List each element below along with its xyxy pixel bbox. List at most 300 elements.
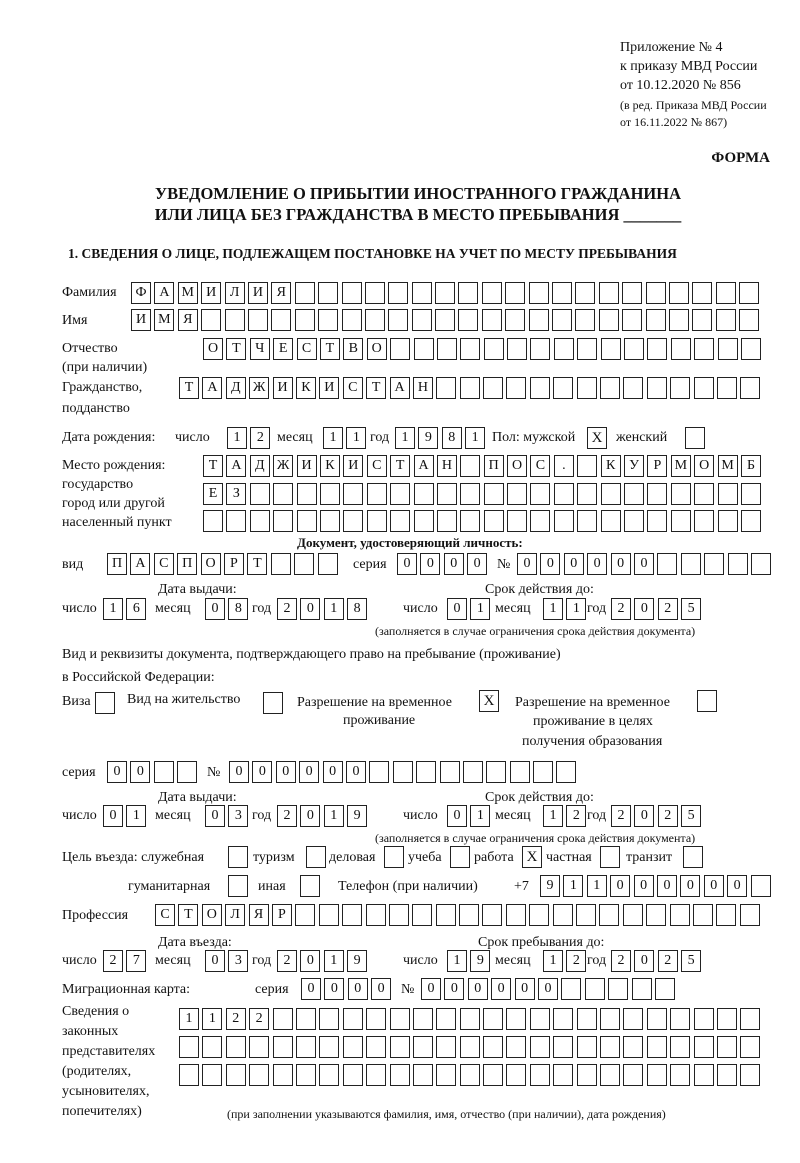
- char-box[interactable]: 1: [543, 598, 563, 620]
- char-box[interactable]: 8: [228, 598, 248, 620]
- char-box[interactable]: [577, 510, 597, 532]
- char-box[interactable]: 6: [126, 598, 146, 620]
- char-box[interactable]: [670, 1036, 690, 1058]
- char-box[interactable]: 1: [465, 427, 485, 449]
- date-field[interactable]: [277, 598, 371, 620]
- char-box[interactable]: [553, 1008, 573, 1030]
- char-box[interactable]: [716, 309, 736, 331]
- char-box[interactable]: 0: [397, 553, 417, 575]
- char-box[interactable]: С: [155, 904, 175, 926]
- char-box[interactable]: [318, 282, 338, 304]
- char-box[interactable]: [601, 510, 621, 532]
- char-box[interactable]: [416, 761, 436, 783]
- char-box[interactable]: [390, 1008, 410, 1030]
- char-box[interactable]: [271, 309, 291, 331]
- char-box[interactable]: [577, 1064, 597, 1086]
- char-box[interactable]: [484, 483, 504, 505]
- char-box[interactable]: [177, 761, 197, 783]
- birth-month-field[interactable]: [323, 427, 370, 449]
- birth-day-field[interactable]: [227, 427, 274, 449]
- char-box[interactable]: Е: [203, 483, 223, 505]
- char-box[interactable]: 1: [470, 805, 490, 827]
- char-box[interactable]: 0: [444, 553, 464, 575]
- date-field[interactable]: [205, 805, 252, 827]
- char-box[interactable]: И: [297, 455, 317, 477]
- char-box[interactable]: [296, 1008, 316, 1030]
- purpose-private-checkbox[interactable]: [600, 846, 620, 868]
- char-box[interactable]: [692, 309, 712, 331]
- char-box[interactable]: Т: [178, 904, 198, 926]
- char-box[interactable]: Я: [178, 309, 198, 331]
- char-box[interactable]: [390, 338, 410, 360]
- char-box[interactable]: Т: [390, 455, 410, 477]
- purpose-work-checkbox[interactable]: X: [522, 846, 542, 868]
- char-box[interactable]: [646, 282, 666, 304]
- char-box[interactable]: А: [154, 282, 174, 304]
- char-box[interactable]: [366, 1008, 386, 1030]
- char-box[interactable]: 0: [299, 761, 319, 783]
- char-box[interactable]: [577, 338, 597, 360]
- char-box[interactable]: [294, 553, 314, 575]
- char-box[interactable]: [670, 1008, 690, 1030]
- citizenship-field[interactable]: [179, 377, 764, 399]
- char-box[interactable]: [365, 282, 385, 304]
- char-box[interactable]: [413, 1008, 433, 1030]
- char-box[interactable]: [507, 483, 527, 505]
- char-box[interactable]: [530, 1064, 550, 1086]
- char-box[interactable]: [486, 761, 506, 783]
- char-box[interactable]: [295, 309, 315, 331]
- char-box[interactable]: [728, 553, 748, 575]
- char-box[interactable]: 1: [346, 427, 366, 449]
- representatives-field-3[interactable]: [179, 1064, 764, 1086]
- char-box[interactable]: [226, 1036, 246, 1058]
- char-box[interactable]: 0: [564, 553, 584, 575]
- char-box[interactable]: 9: [470, 950, 490, 972]
- char-box[interactable]: [436, 904, 456, 926]
- char-box[interactable]: [295, 904, 315, 926]
- char-box[interactable]: 0: [704, 875, 724, 897]
- char-box[interactable]: 0: [634, 950, 654, 972]
- char-box[interactable]: У: [624, 455, 644, 477]
- char-box[interactable]: О: [507, 455, 527, 477]
- char-box[interactable]: П: [177, 553, 197, 575]
- char-box[interactable]: 0: [300, 805, 320, 827]
- char-box[interactable]: [318, 309, 338, 331]
- char-box[interactable]: З: [226, 483, 246, 505]
- char-box[interactable]: [692, 282, 712, 304]
- char-box[interactable]: И: [273, 377, 293, 399]
- char-box[interactable]: [575, 282, 595, 304]
- char-box[interactable]: [414, 483, 434, 505]
- char-box[interactable]: [318, 553, 338, 575]
- char-box[interactable]: [622, 282, 642, 304]
- char-box[interactable]: [390, 1036, 410, 1058]
- char-box[interactable]: 0: [420, 553, 440, 575]
- char-box[interactable]: [553, 1036, 573, 1058]
- char-box[interactable]: [554, 338, 574, 360]
- char-box[interactable]: 0: [301, 978, 321, 1000]
- char-box[interactable]: Т: [366, 377, 386, 399]
- char-box[interactable]: [599, 309, 619, 331]
- char-box[interactable]: [575, 309, 595, 331]
- char-box[interactable]: 1: [324, 598, 344, 620]
- char-box[interactable]: [624, 510, 644, 532]
- char-box[interactable]: [694, 377, 714, 399]
- patronymic-field[interactable]: [203, 338, 764, 360]
- char-box[interactable]: [505, 309, 525, 331]
- char-box[interactable]: [529, 904, 549, 926]
- char-box[interactable]: [670, 1064, 690, 1086]
- date-field[interactable]: [611, 598, 705, 620]
- char-box[interactable]: [201, 309, 221, 331]
- char-box[interactable]: С: [297, 338, 317, 360]
- char-box[interactable]: [460, 483, 480, 505]
- char-box[interactable]: [366, 904, 386, 926]
- char-box[interactable]: И: [248, 282, 268, 304]
- char-box[interactable]: [739, 309, 759, 331]
- char-box[interactable]: [484, 338, 504, 360]
- char-box[interactable]: [718, 510, 738, 532]
- char-box[interactable]: 1: [543, 950, 563, 972]
- char-box[interactable]: [739, 282, 759, 304]
- female-checkbox[interactable]: [685, 427, 705, 449]
- char-box[interactable]: Я: [271, 282, 291, 304]
- purpose-study-checkbox[interactable]: [450, 846, 470, 868]
- birthplace-field-2[interactable]: [203, 483, 764, 505]
- char-box[interactable]: [561, 978, 581, 1000]
- char-box[interactable]: 0: [610, 875, 630, 897]
- purpose-other-checkbox[interactable]: [300, 875, 320, 897]
- id-kind-field[interactable]: [107, 553, 341, 575]
- char-box[interactable]: М: [178, 282, 198, 304]
- char-box[interactable]: 2: [611, 598, 631, 620]
- char-box[interactable]: [319, 1036, 339, 1058]
- id-series-field[interactable]: [397, 553, 491, 575]
- char-box[interactable]: [342, 282, 362, 304]
- char-box[interactable]: 1: [566, 598, 586, 620]
- char-box[interactable]: [556, 761, 576, 783]
- char-box[interactable]: [655, 978, 675, 1000]
- migration-number-field[interactable]: [421, 978, 678, 1000]
- char-box[interactable]: [484, 510, 504, 532]
- char-box[interactable]: О: [694, 455, 714, 477]
- char-box[interactable]: [179, 1036, 199, 1058]
- char-box[interactable]: [623, 1008, 643, 1030]
- char-box[interactable]: [413, 1036, 433, 1058]
- char-box[interactable]: [751, 553, 771, 575]
- char-box[interactable]: [600, 377, 620, 399]
- char-box[interactable]: [608, 978, 628, 1000]
- char-box[interactable]: 0: [300, 598, 320, 620]
- char-box[interactable]: [319, 904, 339, 926]
- char-box[interactable]: [506, 1036, 526, 1058]
- purpose-tourism-checkbox[interactable]: [306, 846, 326, 868]
- char-box[interactable]: 0: [323, 761, 343, 783]
- char-box[interactable]: [154, 761, 174, 783]
- char-box[interactable]: [670, 377, 690, 399]
- char-box[interactable]: К: [601, 455, 621, 477]
- char-box[interactable]: 1: [323, 427, 343, 449]
- char-box[interactable]: [576, 904, 596, 926]
- purpose-humanitarian-checkbox[interactable]: [228, 875, 248, 897]
- char-box[interactable]: [740, 1064, 760, 1086]
- char-box[interactable]: П: [107, 553, 127, 575]
- char-box[interactable]: [507, 338, 527, 360]
- date-field[interactable]: [103, 805, 150, 827]
- char-box[interactable]: [506, 1008, 526, 1030]
- char-box[interactable]: Л: [225, 904, 245, 926]
- char-box[interactable]: [647, 483, 667, 505]
- char-box[interactable]: С: [154, 553, 174, 575]
- char-box[interactable]: 9: [540, 875, 560, 897]
- char-box[interactable]: [507, 510, 527, 532]
- char-box[interactable]: Р: [647, 455, 667, 477]
- char-box[interactable]: [343, 1036, 363, 1058]
- char-box[interactable]: Т: [320, 338, 340, 360]
- name-field[interactable]: [131, 309, 763, 331]
- char-box[interactable]: О: [202, 904, 222, 926]
- char-box[interactable]: [741, 510, 761, 532]
- char-box[interactable]: [273, 510, 293, 532]
- char-box[interactable]: 2: [250, 427, 270, 449]
- char-box[interactable]: [367, 510, 387, 532]
- char-box[interactable]: Д: [250, 455, 270, 477]
- purpose-business-checkbox[interactable]: [384, 846, 404, 868]
- char-box[interactable]: [365, 309, 385, 331]
- char-box[interactable]: Е: [273, 338, 293, 360]
- char-box[interactable]: [437, 338, 457, 360]
- char-box[interactable]: [412, 282, 432, 304]
- char-box[interactable]: 0: [130, 761, 150, 783]
- char-box[interactable]: Ж: [249, 377, 269, 399]
- char-box[interactable]: 2: [611, 805, 631, 827]
- char-box[interactable]: 0: [634, 598, 654, 620]
- char-box[interactable]: [601, 483, 621, 505]
- char-box[interactable]: [694, 1008, 714, 1030]
- char-box[interactable]: 2: [566, 805, 586, 827]
- char-box[interactable]: 0: [538, 978, 558, 1000]
- char-box[interactable]: [669, 282, 689, 304]
- char-box[interactable]: Ч: [250, 338, 270, 360]
- char-box[interactable]: 2: [277, 805, 297, 827]
- char-box[interactable]: [646, 904, 666, 926]
- char-box[interactable]: [533, 761, 553, 783]
- char-box[interactable]: 0: [371, 978, 391, 1000]
- char-box[interactable]: 0: [634, 875, 654, 897]
- char-box[interactable]: [273, 1036, 293, 1058]
- char-box[interactable]: [271, 553, 291, 575]
- char-box[interactable]: [389, 904, 409, 926]
- char-box[interactable]: 0: [444, 978, 464, 1000]
- char-box[interactable]: [600, 1008, 620, 1030]
- char-box[interactable]: 2: [658, 598, 678, 620]
- char-box[interactable]: [483, 1036, 503, 1058]
- char-box[interactable]: Т: [203, 455, 223, 477]
- char-box[interactable]: [530, 510, 550, 532]
- char-box[interactable]: [704, 553, 724, 575]
- birth-year-field[interactable]: [395, 427, 489, 449]
- migration-series-field[interactable]: [301, 978, 395, 1000]
- char-box[interactable]: В: [343, 338, 363, 360]
- char-box[interactable]: [647, 1064, 667, 1086]
- char-box[interactable]: [226, 1064, 246, 1086]
- char-box[interactable]: [436, 1036, 456, 1058]
- char-box[interactable]: [459, 904, 479, 926]
- date-field[interactable]: [103, 950, 150, 972]
- char-box[interactable]: [388, 282, 408, 304]
- char-box[interactable]: М: [671, 455, 691, 477]
- char-box[interactable]: [647, 1008, 667, 1030]
- char-box[interactable]: [600, 1064, 620, 1086]
- char-box[interactable]: [694, 338, 714, 360]
- date-field[interactable]: [543, 805, 590, 827]
- purpose-official-checkbox[interactable]: [228, 846, 248, 868]
- char-box[interactable]: Я: [249, 904, 269, 926]
- char-box[interactable]: Р: [272, 904, 292, 926]
- char-box[interactable]: [202, 1036, 222, 1058]
- char-box[interactable]: О: [201, 553, 221, 575]
- char-box[interactable]: [390, 510, 410, 532]
- char-box[interactable]: [529, 282, 549, 304]
- char-box[interactable]: Т: [226, 338, 246, 360]
- char-box[interactable]: [482, 309, 502, 331]
- date-field[interactable]: [277, 950, 371, 972]
- date-field[interactable]: [543, 598, 590, 620]
- char-box[interactable]: [482, 904, 502, 926]
- char-box[interactable]: 1: [103, 598, 123, 620]
- char-box[interactable]: 1: [227, 427, 247, 449]
- residence-checkbox[interactable]: [263, 692, 283, 714]
- char-box[interactable]: 2: [249, 1008, 269, 1030]
- char-box[interactable]: 2: [658, 950, 678, 972]
- char-box[interactable]: [297, 483, 317, 505]
- char-box[interactable]: [530, 1008, 550, 1030]
- char-box[interactable]: С: [343, 377, 363, 399]
- char-box[interactable]: Т: [179, 377, 199, 399]
- char-box[interactable]: [510, 761, 530, 783]
- char-box[interactable]: 1: [324, 950, 344, 972]
- char-box[interactable]: [624, 338, 644, 360]
- date-field[interactable]: [103, 598, 150, 620]
- char-box[interactable]: [414, 338, 434, 360]
- char-box[interactable]: [694, 483, 714, 505]
- char-box[interactable]: [414, 510, 434, 532]
- char-box[interactable]: 3: [228, 805, 248, 827]
- char-box[interactable]: [622, 309, 642, 331]
- char-box[interactable]: [694, 510, 714, 532]
- date-field[interactable]: [543, 950, 590, 972]
- char-box[interactable]: 0: [634, 553, 654, 575]
- char-box[interactable]: [460, 338, 480, 360]
- char-box[interactable]: [482, 282, 502, 304]
- char-box[interactable]: [440, 761, 460, 783]
- date-field[interactable]: [205, 950, 252, 972]
- char-box[interactable]: [436, 1064, 456, 1086]
- birthplace-field-1[interactable]: [203, 455, 764, 477]
- char-box[interactable]: [623, 1064, 643, 1086]
- date-field[interactable]: [611, 950, 705, 972]
- char-box[interactable]: 2: [658, 805, 678, 827]
- char-box[interactable]: [413, 1064, 433, 1086]
- char-box[interactable]: 8: [442, 427, 462, 449]
- char-box[interactable]: [599, 904, 619, 926]
- char-box[interactable]: [412, 309, 432, 331]
- char-box[interactable]: 1: [126, 805, 146, 827]
- char-box[interactable]: [505, 282, 525, 304]
- char-box[interactable]: [623, 904, 643, 926]
- char-box[interactable]: [671, 483, 691, 505]
- char-box[interactable]: 0: [276, 761, 296, 783]
- char-box[interactable]: [740, 1008, 760, 1030]
- char-box[interactable]: [530, 338, 550, 360]
- trp-checkbox[interactable]: X: [479, 690, 499, 712]
- char-box[interactable]: Д: [226, 377, 246, 399]
- char-box[interactable]: [225, 309, 245, 331]
- char-box[interactable]: [506, 1064, 526, 1086]
- char-box[interactable]: [273, 1008, 293, 1030]
- char-box[interactable]: [435, 309, 455, 331]
- char-box[interactable]: [226, 510, 246, 532]
- char-box[interactable]: [716, 904, 736, 926]
- char-box[interactable]: И: [343, 455, 363, 477]
- char-box[interactable]: [483, 1064, 503, 1086]
- char-box[interactable]: И: [319, 377, 339, 399]
- char-box[interactable]: [553, 904, 573, 926]
- char-box[interactable]: 0: [229, 761, 249, 783]
- char-box[interactable]: 2: [103, 950, 123, 972]
- char-box[interactable]: [297, 510, 317, 532]
- char-box[interactable]: [600, 1036, 620, 1058]
- char-box[interactable]: Н: [437, 455, 457, 477]
- char-box[interactable]: [460, 510, 480, 532]
- char-box[interactable]: 0: [727, 875, 747, 897]
- char-box[interactable]: [369, 761, 389, 783]
- char-box[interactable]: [506, 377, 526, 399]
- char-box[interactable]: 0: [680, 875, 700, 897]
- char-box[interactable]: Т: [247, 553, 267, 575]
- char-box[interactable]: А: [414, 455, 434, 477]
- char-box[interactable]: [554, 510, 574, 532]
- char-box[interactable]: [393, 761, 413, 783]
- right-series-field[interactable]: [107, 761, 201, 783]
- char-box[interactable]: [647, 510, 667, 532]
- char-box[interactable]: С: [367, 455, 387, 477]
- char-box[interactable]: [343, 510, 363, 532]
- char-box[interactable]: 0: [517, 553, 537, 575]
- char-box[interactable]: [295, 282, 315, 304]
- char-box[interactable]: [435, 282, 455, 304]
- char-box[interactable]: [670, 904, 690, 926]
- char-box[interactable]: 0: [540, 553, 560, 575]
- char-box[interactable]: 0: [447, 598, 467, 620]
- char-box[interactable]: [249, 1064, 269, 1086]
- char-box[interactable]: 1: [563, 875, 583, 897]
- char-box[interactable]: 1: [179, 1008, 199, 1030]
- char-box[interactable]: 2: [566, 950, 586, 972]
- char-box[interactable]: [741, 338, 761, 360]
- char-box[interactable]: [694, 1064, 714, 1086]
- char-box[interactable]: [388, 309, 408, 331]
- char-box[interactable]: 0: [468, 978, 488, 1000]
- char-box[interactable]: К: [296, 377, 316, 399]
- char-box[interactable]: [203, 510, 223, 532]
- char-box[interactable]: И: [201, 282, 221, 304]
- char-box[interactable]: [740, 904, 760, 926]
- char-box[interactable]: [250, 510, 270, 532]
- char-box[interactable]: [460, 1064, 480, 1086]
- char-box[interactable]: [718, 483, 738, 505]
